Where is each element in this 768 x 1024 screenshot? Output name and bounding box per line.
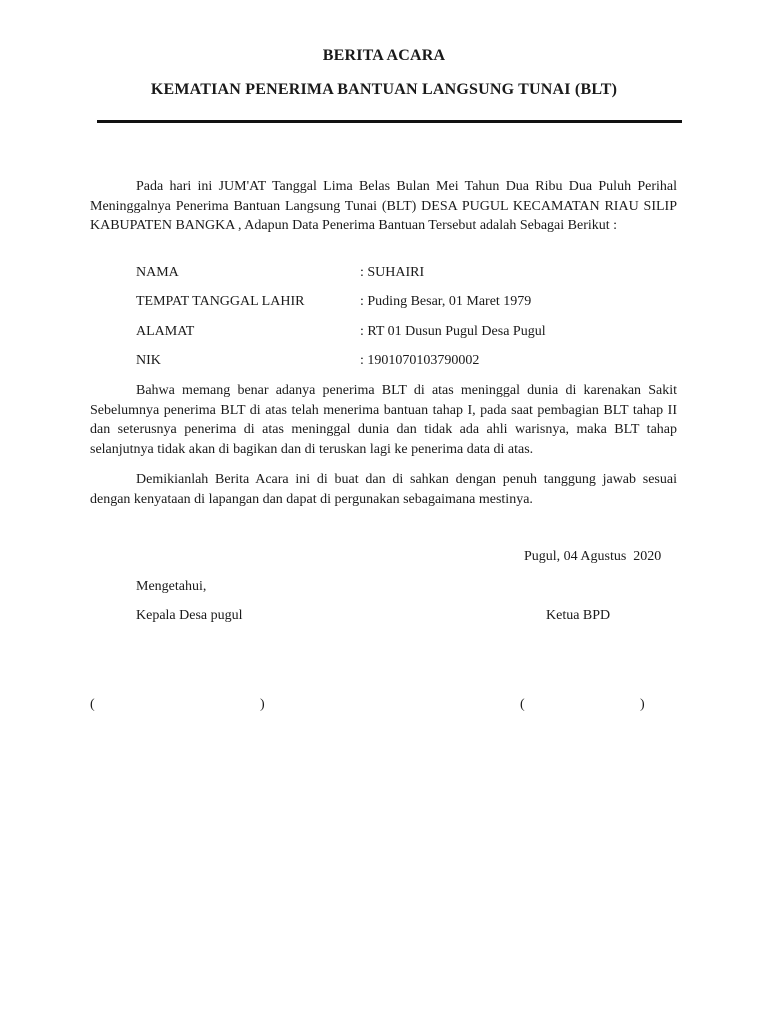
left-signature-close-paren: )	[260, 697, 265, 712]
right-signature-open-paren: (	[520, 697, 525, 712]
right-signature-close-paren: )	[640, 697, 645, 712]
acknowledged-label: Mengetahui,	[136, 579, 207, 594]
field-label-birth: TEMPAT TANGGAL LAHIR	[136, 294, 305, 309]
field-value-nik: : 1901070103790002	[360, 353, 480, 368]
document-title: BERITA ACARA	[322, 47, 446, 64]
statement-paragraph: Bahwa memang benar adanya penerima BLT di atas meninggal dunia di karenakan Sakit Sebelumnya penerima BLT di atas telah menerima bantuan tahap I, pada saat pembagian BLT tahap II dan seterusnya penerima di atas meninggal dunia dan tidak ada ahli warisnya, maka BLT tahap selanjutnya tidak akan di bagikan dan di teruskan lagi ke penerima data di atas.	[90, 383, 677, 458]
field-value-name: : SUHAIRI	[360, 265, 425, 280]
closing-paragraph: Demikianlah Berita Acara ini di buat dan di sahkan dengan penuh tanggung jawab sesuai dengan kenyataan di lapangan dan dapat di pergunakan sebagaimana mestinya.	[90, 472, 677, 507]
title-divider	[97, 120, 682, 123]
field-label-address: ALAMAT	[136, 324, 195, 339]
field-label-nik: NIK	[136, 353, 161, 368]
field-label-name: NAMA	[136, 265, 179, 280]
field-value-birth: : Puding Besar, 01 Maret 1979	[360, 294, 532, 309]
bpd-head-title: Ketua BPD	[546, 608, 611, 623]
left-signature-open-paren: (	[90, 697, 95, 712]
document-subtitle: KEMATIAN PENERIMA BANTUAN LANGSUNG TUNAI (BLT)	[150, 81, 618, 98]
field-value-address: : RT 01 Dusun Pugul Desa Pugul	[360, 324, 546, 339]
opening-paragraph: Pada hari ini JUM'AT Tanggal Lima Belas Bulan Mei Tahun Dua Ribu Dua Puluh Perihal Meninggalnya Penerima Bantuan Langsung Tunai (BLT) DESA PUGUL KECAMATAN RIAU SILIP KABUPATEN BANGKA , Adapun Data Penerima Bantuan Tersebut adalah Sebagai Berikut :	[90, 179, 677, 233]
village-head-title: Kepala Desa pugul	[136, 608, 243, 623]
place-date: Pugul, 04 Agustus 2020	[524, 549, 662, 564]
